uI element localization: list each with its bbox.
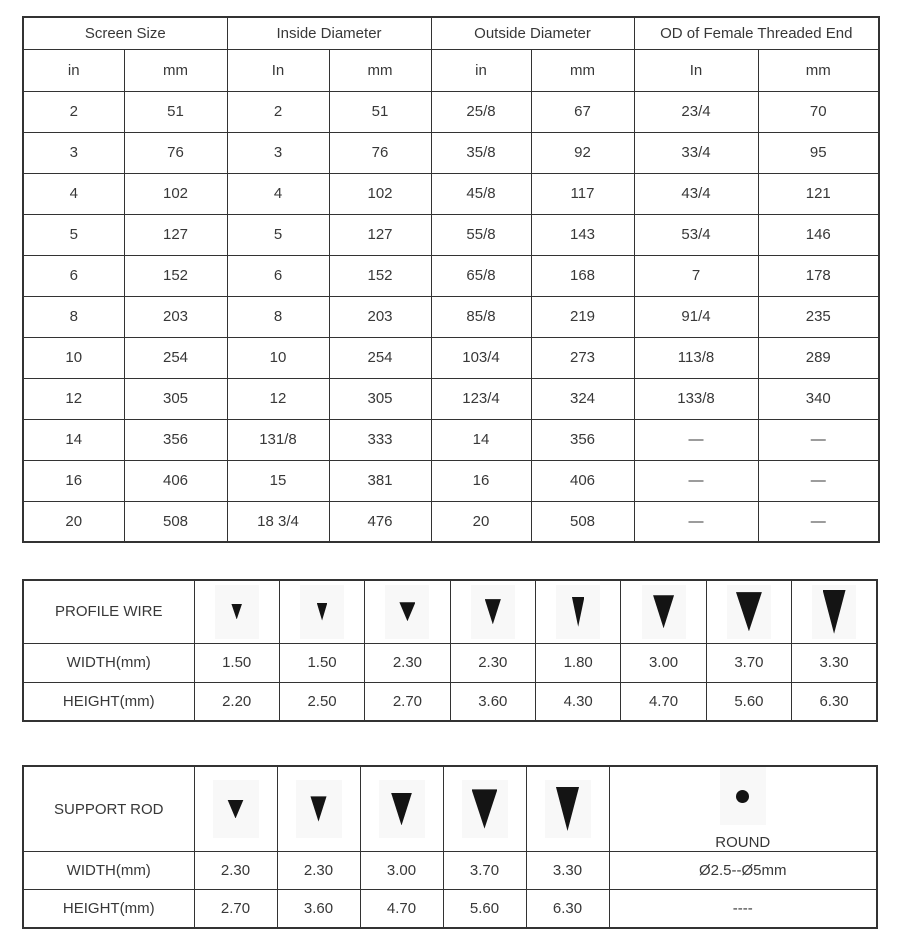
round-swatch xyxy=(720,767,766,825)
rod-shape-cell xyxy=(277,766,360,852)
size-cell: 43/4 xyxy=(634,173,758,214)
wire-shape-cell xyxy=(365,580,450,643)
size-cell: — xyxy=(758,419,879,460)
height-value-cell: 2.70 xyxy=(365,682,450,721)
triangle-down-icon xyxy=(556,787,579,831)
profile-wire-label: PROFILE WIRE xyxy=(23,580,194,643)
size-cell: 168 xyxy=(531,255,634,296)
size-cell: 113/8 xyxy=(634,337,758,378)
size-row xyxy=(23,296,879,337)
size-cell: — xyxy=(758,460,879,501)
wire-shape-cell xyxy=(279,580,364,643)
round-shape-cell xyxy=(609,766,877,852)
size-cell: 3 xyxy=(227,132,329,173)
height-value-cell: 3.60 xyxy=(450,682,535,721)
rod-swatch xyxy=(379,780,425,838)
size-cell: 123/4 xyxy=(431,378,531,419)
size-cell: 92 xyxy=(531,132,634,173)
rod-shape-cell xyxy=(360,766,443,852)
height-value-cell: 3.60 xyxy=(277,890,360,928)
triangle-down-icon xyxy=(391,793,412,826)
size-cell: 143 xyxy=(531,214,634,255)
size-cell: 178 xyxy=(758,255,879,296)
size-row xyxy=(23,378,879,419)
width-value-cell: 3.30 xyxy=(792,643,877,682)
size-cell: 152 xyxy=(329,255,431,296)
width-value-cell: 2.30 xyxy=(365,643,450,682)
size-cell: 76 xyxy=(329,132,431,173)
height-value-cell: 6.30 xyxy=(792,682,877,721)
profile-wire-header-row xyxy=(23,580,877,643)
size-cell: 7 xyxy=(634,255,758,296)
circle-icon xyxy=(736,790,749,803)
size-cell: 6 xyxy=(23,255,124,296)
height-value-cell: 5.60 xyxy=(443,890,526,928)
group-header-outside-diameter: Outside Diameter xyxy=(431,17,634,49)
width-value-cell: 1.50 xyxy=(194,643,279,682)
size-cell: 33/4 xyxy=(634,132,758,173)
size-cell: 102 xyxy=(124,173,227,214)
width-value-cell: 3.30 xyxy=(526,852,609,890)
size-cell: 8 xyxy=(23,296,124,337)
rod-swatch xyxy=(462,780,508,838)
size-cell: 20 xyxy=(23,501,124,542)
rod-swatch xyxy=(296,780,342,838)
profile-wire-table xyxy=(22,579,878,722)
rod-swatch xyxy=(213,780,259,838)
unit-header-cell: in xyxy=(431,49,531,91)
size-cell: 476 xyxy=(329,501,431,542)
size-cell: 131/8 xyxy=(227,419,329,460)
triangle-down-icon xyxy=(572,597,585,627)
height-value-cell: 6.30 xyxy=(526,890,609,928)
support-rod-header-row xyxy=(23,766,877,852)
size-cell: 102 xyxy=(329,173,431,214)
wire-shape-cell xyxy=(194,580,279,643)
size-cell: 16 xyxy=(23,460,124,501)
size-cell: 356 xyxy=(531,419,634,460)
wire-swatch xyxy=(300,585,344,639)
size-cell: 10 xyxy=(227,337,329,378)
triangle-down-icon xyxy=(399,602,415,621)
size-cell: 289 xyxy=(758,337,879,378)
size-cell: 95 xyxy=(758,132,879,173)
size-cell: 76 xyxy=(124,132,227,173)
size-cell: 53/4 xyxy=(634,214,758,255)
size-row xyxy=(23,214,879,255)
screen-size-table xyxy=(22,16,880,543)
size-cell: 381 xyxy=(329,460,431,501)
size-cell: 305 xyxy=(124,378,227,419)
size-cell: 2 xyxy=(23,91,124,132)
size-cell: 45/8 xyxy=(431,173,531,214)
size-cell: 254 xyxy=(124,337,227,378)
size-cell: 12 xyxy=(23,378,124,419)
group-header-row xyxy=(23,17,879,49)
size-cell: 2 xyxy=(227,91,329,132)
size-cell: 340 xyxy=(758,378,879,419)
support-rod-height-row xyxy=(23,890,877,928)
size-cell: 127 xyxy=(329,214,431,255)
rod-shape-cell xyxy=(443,766,526,852)
round-width-cell: Ø2.5--Ø5mm xyxy=(609,852,877,890)
size-cell: 235 xyxy=(758,296,879,337)
unit-header-cell: mm xyxy=(531,49,634,91)
size-cell: 55/8 xyxy=(431,214,531,255)
width-value-cell: 1.80 xyxy=(536,643,621,682)
size-cell: — xyxy=(634,501,758,542)
size-cell: 35/8 xyxy=(431,132,531,173)
size-cell: 273 xyxy=(531,337,634,378)
width-value-cell: 2.30 xyxy=(277,852,360,890)
rod-swatch xyxy=(545,780,591,838)
triangle-down-icon xyxy=(736,592,762,631)
wire-shape-cell xyxy=(621,580,706,643)
rod-shape-cell xyxy=(194,766,277,852)
size-cell: 12 xyxy=(227,378,329,419)
triangle-down-icon xyxy=(485,599,501,624)
size-cell: — xyxy=(634,419,758,460)
wire-shape-cell xyxy=(450,580,535,643)
support-rod-width-row xyxy=(23,852,877,890)
size-cell: 152 xyxy=(124,255,227,296)
size-row xyxy=(23,132,879,173)
wire-swatch xyxy=(812,585,856,639)
width-value-cell: 3.70 xyxy=(706,643,791,682)
size-cell: 103/4 xyxy=(431,337,531,378)
row-label: WIDTH(mm) xyxy=(23,643,194,682)
size-cell: 5 xyxy=(23,214,124,255)
group-header-od-female-threaded-end: OD of Female Threaded End xyxy=(634,17,879,49)
wire-swatch xyxy=(642,585,686,639)
size-cell: 51 xyxy=(124,91,227,132)
triangle-down-icon xyxy=(227,800,243,819)
size-cell: 85/8 xyxy=(431,296,531,337)
size-cell: 91/4 xyxy=(634,296,758,337)
size-cell: 6 xyxy=(227,255,329,296)
group-header-screen-size: Screen Size xyxy=(23,17,227,49)
size-cell: 67 xyxy=(531,91,634,132)
size-cell: 16 xyxy=(431,460,531,501)
size-row xyxy=(23,173,879,214)
wire-swatch xyxy=(727,585,771,639)
wire-swatch xyxy=(385,585,429,639)
size-cell: 10 xyxy=(23,337,124,378)
size-cell: 18 3/4 xyxy=(227,501,329,542)
size-cell: 14 xyxy=(23,419,124,460)
round-cell xyxy=(610,767,877,851)
size-cell: 133/8 xyxy=(634,378,758,419)
size-cell: 14 xyxy=(431,419,531,460)
height-value-cell: 2.50 xyxy=(279,682,364,721)
triangle-down-icon xyxy=(317,603,328,621)
size-cell: 121 xyxy=(758,173,879,214)
height-value-cell: 5.60 xyxy=(706,682,791,721)
unit-header-cell: in xyxy=(23,49,124,91)
wire-shape-cell xyxy=(536,580,621,643)
triangle-down-icon xyxy=(310,796,326,821)
size-cell: 25/8 xyxy=(431,91,531,132)
size-cell: 254 xyxy=(329,337,431,378)
wire-swatch xyxy=(471,585,515,639)
row-label: WIDTH(mm) xyxy=(23,852,194,890)
size-row xyxy=(23,91,879,132)
rod-shape-cell xyxy=(526,766,609,852)
size-cell: 4 xyxy=(23,173,124,214)
row-label: HEIGHT(mm) xyxy=(23,890,194,928)
size-row xyxy=(23,501,879,542)
size-cell: 219 xyxy=(531,296,634,337)
wire-shape-cell xyxy=(792,580,877,643)
profile-wire-width-row xyxy=(23,643,877,682)
unit-header-cell: In xyxy=(634,49,758,91)
size-cell: — xyxy=(758,501,879,542)
size-row xyxy=(23,460,879,501)
width-value-cell: 1.50 xyxy=(279,643,364,682)
size-cell: 324 xyxy=(531,378,634,419)
row-label: HEIGHT(mm) xyxy=(23,682,194,721)
size-cell: 8 xyxy=(227,296,329,337)
wire-swatch xyxy=(215,585,259,639)
size-cell: 15 xyxy=(227,460,329,501)
size-cell: 127 xyxy=(124,214,227,255)
round-height-cell: ---- xyxy=(609,890,877,928)
size-row xyxy=(23,255,879,296)
width-value-cell: 2.30 xyxy=(450,643,535,682)
group-header-inside-diameter: Inside Diameter xyxy=(227,17,431,49)
unit-header-cell: mm xyxy=(758,49,879,91)
size-cell: 4 xyxy=(227,173,329,214)
unit-header-cell: mm xyxy=(329,49,431,91)
size-cell: 305 xyxy=(329,378,431,419)
triangle-down-icon xyxy=(472,789,498,828)
triangle-down-icon xyxy=(231,604,242,619)
size-cell: 23/4 xyxy=(634,91,758,132)
width-value-cell: 3.00 xyxy=(621,643,706,682)
size-cell: 203 xyxy=(329,296,431,337)
size-cell: 406 xyxy=(531,460,634,501)
size-cell: 356 xyxy=(124,419,227,460)
profile-wire-height-row xyxy=(23,682,877,721)
size-cell: 406 xyxy=(124,460,227,501)
size-cell: 508 xyxy=(531,501,634,542)
width-value-cell: 3.00 xyxy=(360,852,443,890)
unit-header-cell: mm xyxy=(124,49,227,91)
support-rod-label: SUPPORT ROD xyxy=(23,766,194,852)
triangle-down-icon xyxy=(823,590,846,634)
size-cell: 70 xyxy=(758,91,879,132)
size-cell: 146 xyxy=(758,214,879,255)
size-cell: 3 xyxy=(23,132,124,173)
support-rod-table xyxy=(22,765,878,929)
wire-shape-cell xyxy=(706,580,791,643)
size-cell: 5 xyxy=(227,214,329,255)
size-cell: 20 xyxy=(431,501,531,542)
size-cell: 117 xyxy=(531,173,634,214)
unit-header-row xyxy=(23,49,879,91)
triangle-down-icon xyxy=(653,595,674,628)
width-value-cell: 2.30 xyxy=(194,852,277,890)
height-value-cell: 2.70 xyxy=(194,890,277,928)
size-cell: 333 xyxy=(329,419,431,460)
round-label: ROUND xyxy=(715,834,771,851)
height-value-cell: 2.20 xyxy=(194,682,279,721)
wire-swatch xyxy=(556,585,600,639)
size-row xyxy=(23,337,879,378)
unit-header-cell: In xyxy=(227,49,329,91)
size-cell: — xyxy=(634,460,758,501)
height-value-cell: 4.30 xyxy=(536,682,621,721)
size-row xyxy=(23,419,879,460)
size-cell: 51 xyxy=(329,91,431,132)
height-value-cell: 4.70 xyxy=(360,890,443,928)
size-cell: 203 xyxy=(124,296,227,337)
width-value-cell: 3.70 xyxy=(443,852,526,890)
size-cell: 65/8 xyxy=(431,255,531,296)
height-value-cell: 4.70 xyxy=(621,682,706,721)
size-cell: 508 xyxy=(124,501,227,542)
